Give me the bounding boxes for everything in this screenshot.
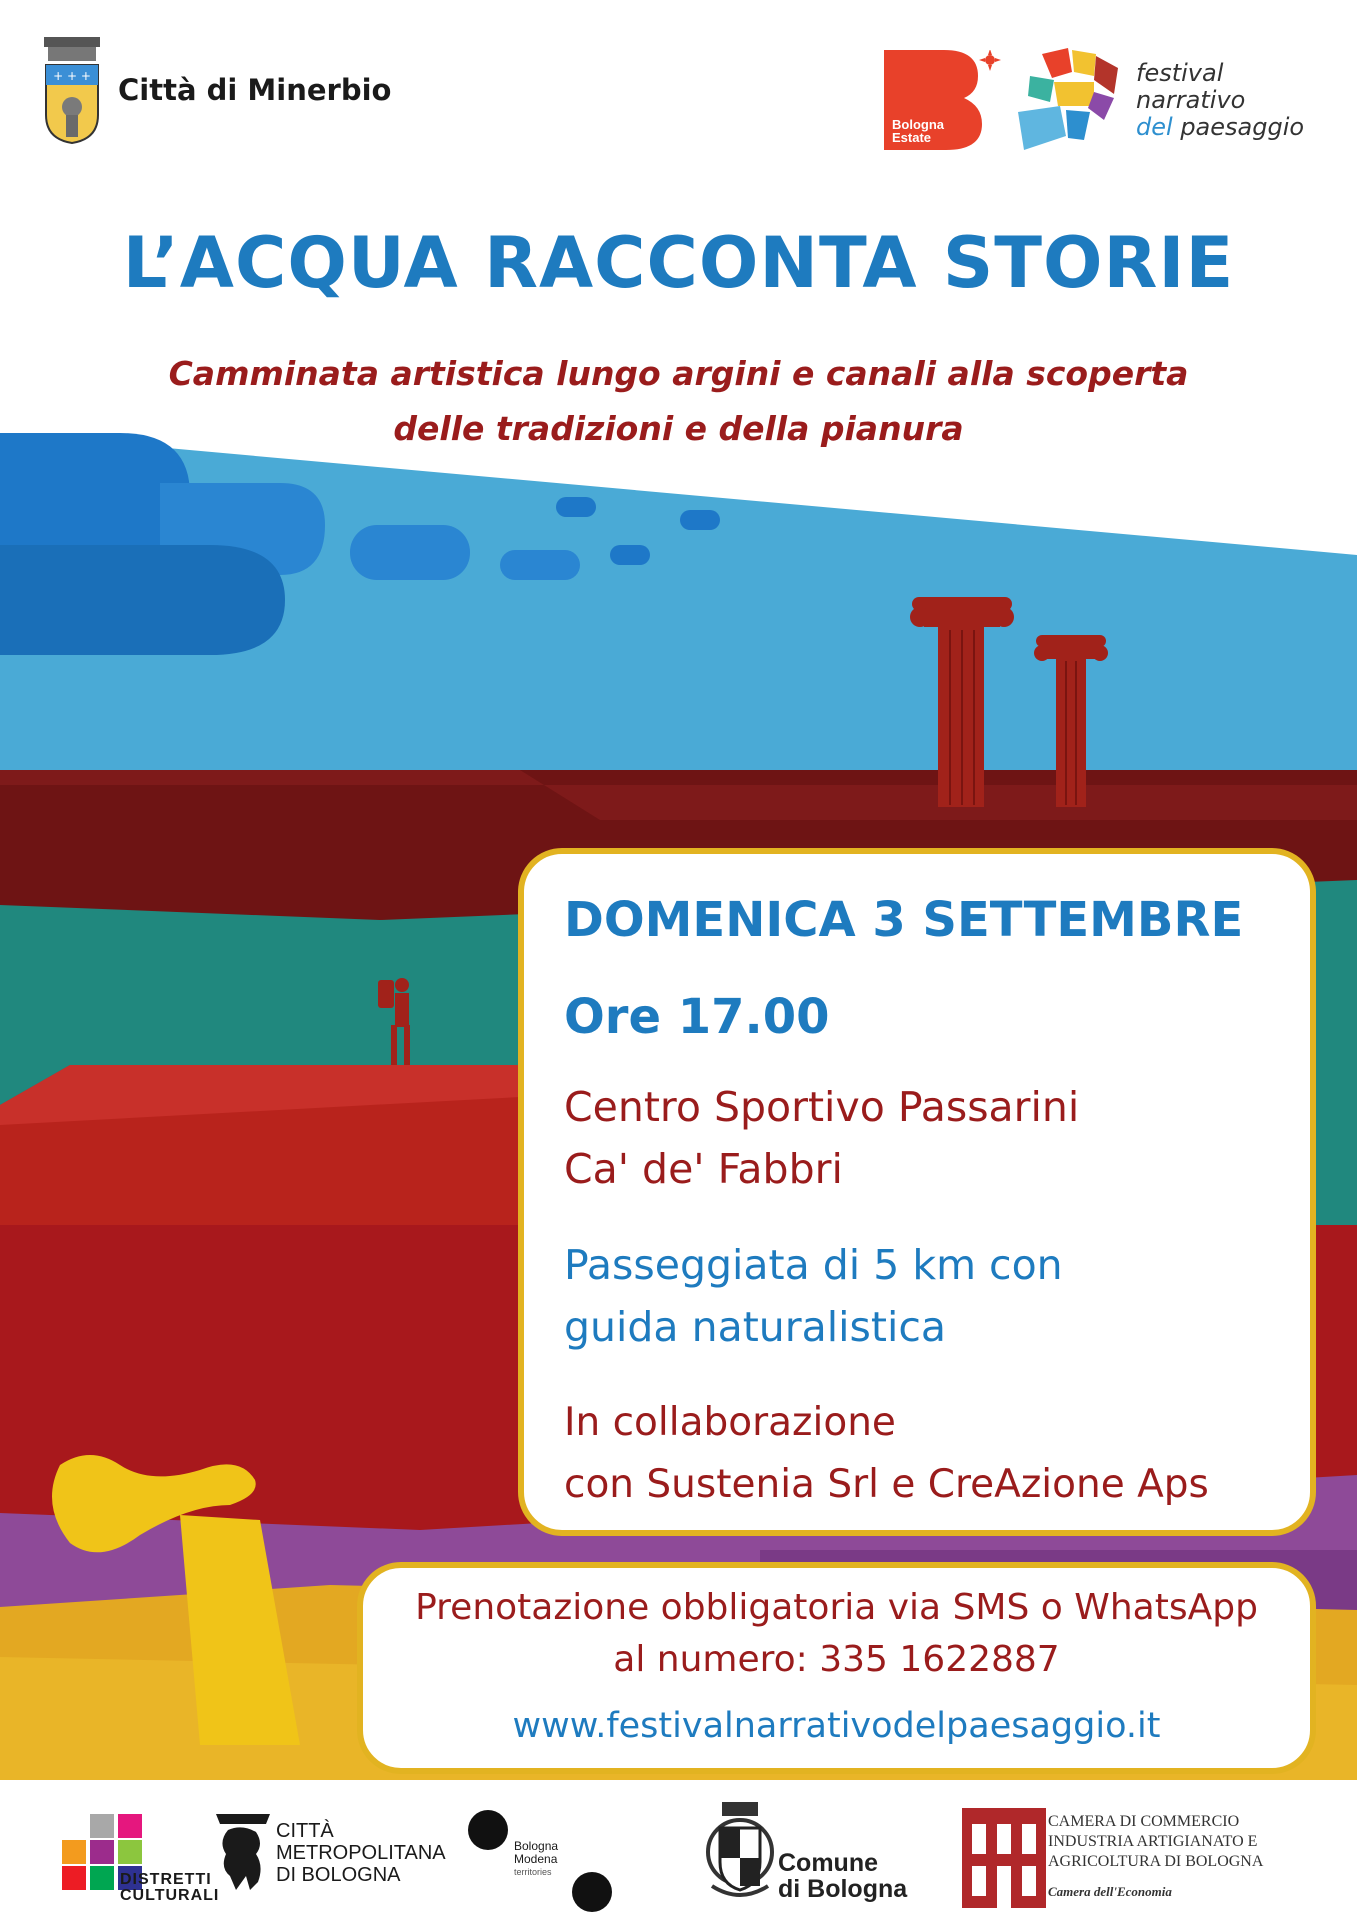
bm-line2: Modena: [514, 1852, 558, 1866]
metro-line2: METROPOLITANA: [276, 1842, 446, 1864]
camera-line1: CAMERA DI COMMERCIO: [1048, 1813, 1240, 1830]
festival-line1: festival: [1136, 59, 1224, 87]
comune-bologna-crest-icon: [704, 1800, 776, 1904]
booking-phone[interactable]: al numero: 335 1622887: [613, 1639, 1060, 1680]
city-logo: [40, 35, 391, 145]
event-collaboration: [564, 1392, 1209, 1516]
city-crest-icon: [40, 35, 104, 145]
venue-line2: Ca' de' Fabbri: [564, 1145, 843, 1193]
svg-text:+ + +: + + +: [53, 69, 91, 83]
distretti-line1: DISTRETTI: [120, 1871, 212, 1888]
subtitle-line2: delle tradizioni e della pianura: [393, 409, 964, 448]
metro-line3: DI BOLOGNA: [276, 1864, 401, 1886]
camera-line3: AGRICOLTURA DI BOLOGNA: [1048, 1853, 1264, 1870]
comune-bologna-label: [778, 1850, 907, 1902]
metropolitan-lion-icon: [212, 1810, 274, 1894]
footer-logos: [0, 1780, 1357, 1920]
event-date: DOMENICA 3 SETTEMBRE: [564, 892, 1244, 948]
camera-line4: Camera dell'Economia: [1048, 1884, 1172, 1899]
booking-card: [357, 1562, 1316, 1774]
bologna-estate-label: Bologna Estate: [892, 117, 944, 145]
distretti-line2: CULTURALI: [120, 1887, 220, 1904]
venue-line1: Centro Sportivo Passarini: [564, 1083, 1080, 1131]
event-venue: [564, 1076, 1079, 1200]
festival-logo-icon: [1010, 46, 1120, 154]
metropolitana-label: [276, 1820, 446, 1886]
event-walk-description: [564, 1234, 1063, 1358]
bm-line3: territories: [514, 1867, 552, 1877]
city-name: Città di Minerbio: [118, 73, 392, 107]
bologna-estate-logo: [884, 50, 982, 150]
comune-line2: di Bologna: [778, 1875, 908, 1903]
bm-line1: Bologna: [514, 1839, 559, 1853]
booking-instructions: [363, 1582, 1310, 1686]
booking-line1: Prenotazione obbligatoria via SMS o WhatsApp: [415, 1587, 1258, 1628]
festival-line3-del: del: [1136, 113, 1173, 141]
subtitle-line1: Camminata artistica lungo argini e canali alla scoperta: [168, 354, 1189, 393]
metro-line1: CITTÀ: [276, 1820, 334, 1842]
bologna-modena-label: [514, 1840, 558, 1879]
walk-line2: guida naturalistica: [564, 1303, 947, 1351]
distretti-culturali-label: [120, 1872, 219, 1904]
festival-name: [1136, 60, 1304, 141]
website-link[interactable]: www.festivalnarrativodelpaesaggio.it: [512, 1706, 1161, 1746]
event-info-card: [518, 848, 1316, 1536]
walk-line1: Passeggiata di 5 km con: [564, 1241, 1063, 1289]
camera-commercio-icon: [962, 1808, 1046, 1908]
camera-commercio-label: [1048, 1812, 1263, 1902]
collab-line1: In collaborazione: [564, 1400, 896, 1445]
page-title: L’ACQUA RACCONTA STORIE: [122, 222, 1235, 304]
comune-line1: Comune: [778, 1849, 878, 1877]
event-time: Ore 17.00: [564, 989, 830, 1045]
festival-line2: narrativo: [1136, 86, 1246, 114]
camera-line2: INDUSTRIA ARTIGIANATO E: [1048, 1833, 1258, 1850]
festival-line3: [1136, 114, 1304, 141]
collab-line2: con Sustenia Srl e CreAzione Aps: [564, 1462, 1209, 1507]
festival-line3-paesaggio: paesaggio: [1180, 113, 1305, 141]
